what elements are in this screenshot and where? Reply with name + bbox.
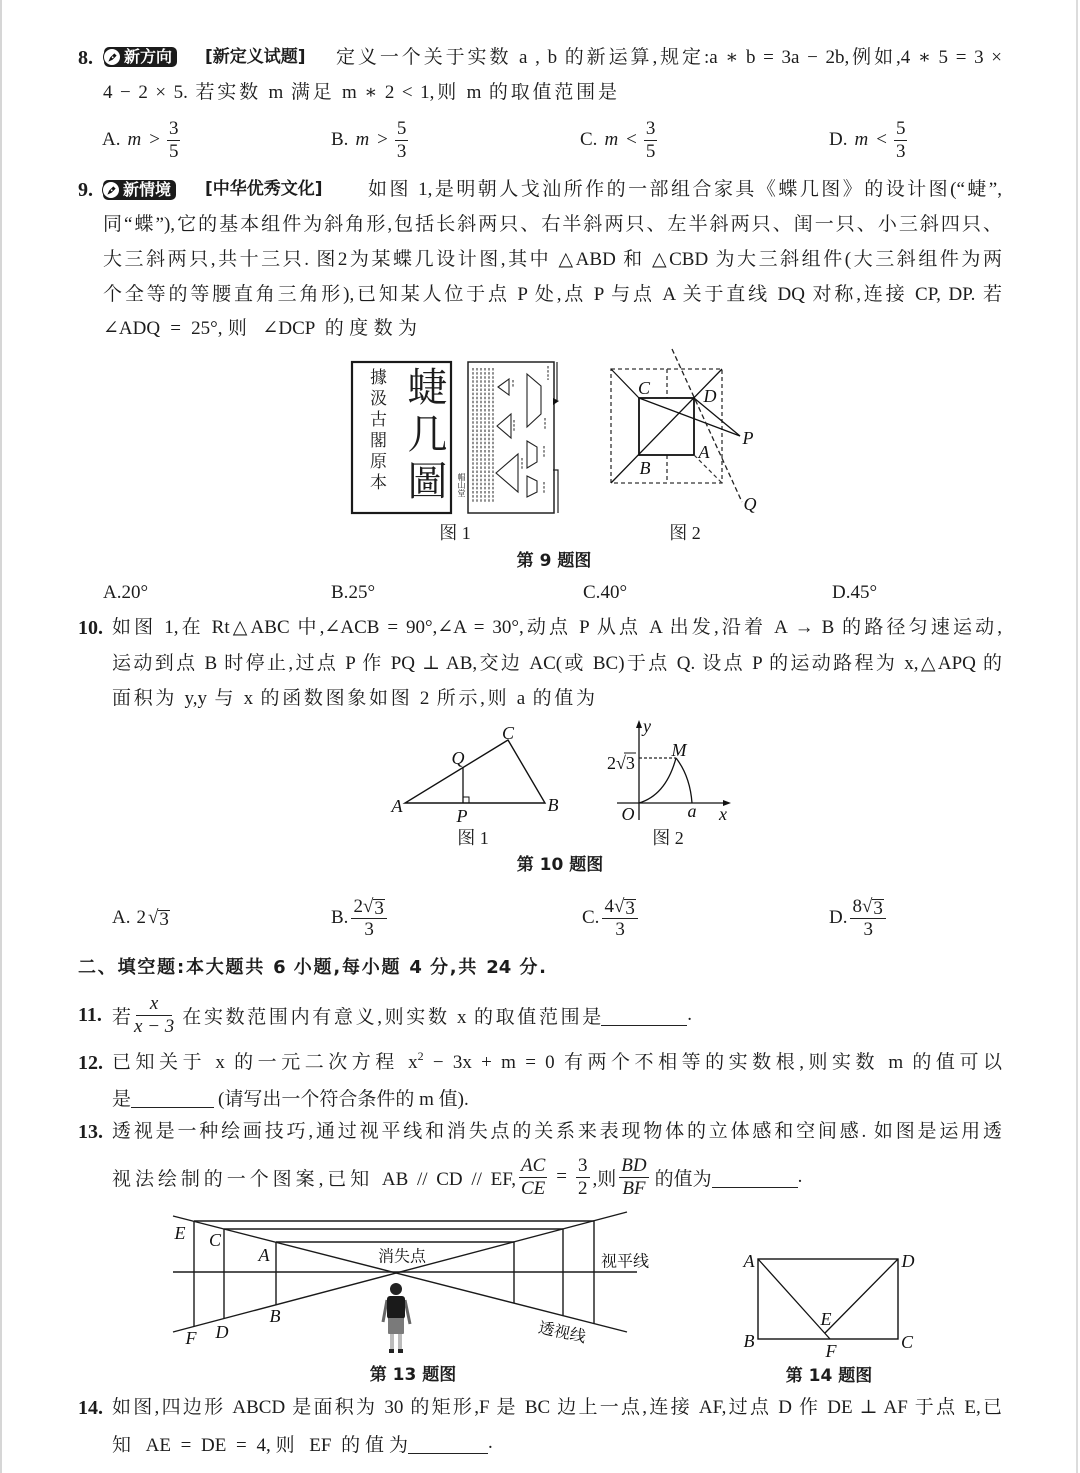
option-d: [832, 580, 877, 606]
question-text-line: 大三斜两只,共十三只. 图2为某蝶几设计图,其中 △ABD 和 △CBD 为大三斜组件(大三斜组件为两: [103, 249, 1002, 270]
option-value: 40°: [600, 582, 628, 603]
question-text-line: 个全等的等腰直角三角形),已知某人位于点 P 处,点 P 与点 A 关于直线 DQ 对称,连接 CP, DP. 若: [103, 284, 1002, 305]
fraction-denominator: CE: [521, 1177, 546, 1199]
option-c: [580, 116, 660, 164]
label-A: A: [743, 1251, 755, 1271]
option-b: [331, 580, 375, 606]
label-C: C: [637, 378, 651, 398]
option-label: D.: [829, 907, 848, 928]
fraction-numerator: BD: [621, 1154, 647, 1176]
label-E: E: [174, 1223, 186, 1243]
option-d: [829, 894, 889, 942]
option-coefficient: 8: [852, 895, 862, 917]
question-text-line: ∠ADQ = 25°,则 ∠DCP 的度数为: [103, 318, 417, 339]
fraction-numerator: 3: [168, 117, 179, 139]
fraction-numerator: x: [136, 993, 172, 1016]
figure-title: 第 13 题图: [369, 1365, 457, 1385]
label-F: F: [185, 1328, 197, 1348]
section-header: 二、填空题:本大题共 6 小题,每小题 4 分,共 24 分.: [78, 957, 546, 978]
fraction-denominator: 3: [615, 918, 625, 940]
text-end: .: [797, 1166, 803, 1187]
badge-label: 新方向: [124, 47, 173, 66]
fraction-numerator: [351, 896, 386, 919]
option-coefficient: 2: [353, 895, 363, 917]
person-figure: [383, 1283, 410, 1353]
question-text-line: 运动到点 B 时停止,过点 P 作 PQ ⊥ AB,交边 AC(或 BC)于点 Q. 设点 P 的运动路程为 x,△APQ 的: [112, 653, 1002, 674]
fraction-denominator: BF: [622, 1177, 646, 1199]
question-number: 12.: [78, 1052, 103, 1074]
triangle-ABC: [405, 740, 545, 803]
figure-9-1-calligraphy-title: 蜨几圖: [402, 366, 447, 507]
question-text-line: [112, 1050, 1002, 1076]
option-value: 25°: [348, 582, 376, 603]
segment-DE: [825, 1259, 898, 1333]
label-B: B: [547, 795, 559, 815]
label-D: D: [215, 1322, 229, 1342]
option-a: [102, 116, 183, 164]
question-text: (请写出一个符合条件的 m 值).: [218, 1088, 469, 1110]
option-variable: m: [854, 129, 869, 150]
label-vanishing-point: 消失点: [377, 1248, 427, 1266]
sqrt: [614, 896, 636, 918]
option-label: B.: [331, 582, 349, 603]
radicand: 3: [374, 897, 384, 919]
fraction-numerator: 3: [578, 1154, 588, 1176]
label-Q: Q: [743, 494, 757, 514]
text-prefix: 若: [112, 1006, 132, 1028]
question-text-line: 定义一个关于实数 a , b 的新运算,规定:a ∗ b = 3a − 2b,例如,4 ∗ 5 = 3 ×: [336, 47, 1002, 68]
option-fraction: [894, 118, 908, 163]
sqrt-sign-icon: √: [613, 895, 625, 917]
fraction-denominator: 5: [168, 140, 179, 162]
question-tag: [新定义试题]: [205, 47, 306, 67]
figure-title: 第 9 题图: [516, 551, 592, 571]
fraction-denominator: 5: [645, 140, 656, 162]
fraction-denominator: 2: [578, 1177, 588, 1199]
question-number: 11.: [78, 1004, 102, 1026]
option-label: D.: [832, 582, 851, 603]
question-text-line: 透视是一种绘画技巧,通过视平线和消失点的关系来表现物体的立体感和空间感. 如图是运用透: [112, 1121, 1002, 1142]
question-text-line: 如图 1,是明朝人戈汕所作的一部组合家具《蝶几图》的设计图(“蜨”,: [368, 179, 1002, 200]
label-C: C: [900, 1332, 914, 1352]
question-number: 13.: [78, 1121, 103, 1143]
option-label: D.: [829, 129, 848, 150]
fraction-denominator: 3: [895, 140, 906, 162]
label-F: F: [825, 1341, 837, 1361]
option-a: [103, 580, 148, 606]
option-value: 45°: [850, 582, 878, 603]
question-text: 知 AE = DE = 4,则 EF 的值为: [112, 1434, 408, 1456]
radicand: 3: [159, 909, 169, 930]
option-label: A.: [103, 582, 122, 603]
option-c: [582, 894, 641, 942]
figure-title: 第 14 题图: [785, 1366, 873, 1386]
label-C: C: [208, 1230, 222, 1250]
label-A: A: [391, 796, 403, 816]
label-A: A: [698, 442, 710, 462]
option-coefficient: 2: [136, 907, 146, 928]
question-text-line: 如图,四边形 ABCD 是面积为 30 的矩形,F 是 BC 边上一点,连接 AF,过点 D 作 DE ⊥ AF 于点 E,已: [112, 1397, 1002, 1418]
y-axis-arrow-icon: [636, 720, 642, 728]
option-fraction: [602, 896, 637, 941]
equals-sign: =: [556, 1166, 567, 1187]
figure-caption: 图 2: [669, 523, 701, 543]
label-D: D: [703, 386, 717, 406]
option-fraction: [395, 118, 409, 163]
sqrt: [148, 907, 170, 929]
figure-14: [735, 1245, 925, 1360]
fraction-denominator: 3: [396, 140, 407, 162]
pen-nib-icon: [103, 48, 121, 66]
option-value: 20°: [121, 582, 149, 603]
question-text-line: [112, 1084, 469, 1110]
radicand: 3: [873, 897, 883, 919]
option-fraction: [644, 118, 658, 163]
line-DQ: [672, 349, 742, 502]
fraction-numerator: AC: [521, 1154, 546, 1176]
figure-10: [380, 715, 740, 825]
component-shapes: [496, 374, 541, 497]
option-label: A.: [112, 907, 131, 928]
segment-AF: [758, 1259, 830, 1339]
label-A: A: [258, 1245, 270, 1265]
superscript-exponent: 2: [417, 1049, 424, 1063]
label-a: a: [687, 801, 697, 821]
label-y: y: [643, 716, 651, 736]
page-left-edge: [0, 0, 2, 1473]
question-text: 的值为: [654, 1168, 712, 1190]
ratio-fraction: [519, 1155, 547, 1200]
sqrt-sign-icon: √: [147, 907, 159, 928]
label-x: x: [719, 804, 727, 824]
label-M: M: [671, 740, 687, 760]
label-D: D: [901, 1251, 915, 1271]
expression-fraction: [132, 993, 176, 1038]
option-label: C.: [580, 129, 598, 150]
segment-DP: [694, 398, 740, 436]
option-label: C.: [582, 907, 600, 928]
text-end: .: [488, 1432, 493, 1453]
label-E: E: [820, 1309, 832, 1329]
option-fraction: [167, 118, 181, 163]
question-text-line: 4 − 2 × 5. 若实数 m 满足 m ∗ 2 < 1,则 m 的取值范围是: [103, 82, 617, 103]
question-text-line: 同“蝶”),它的基本组件为斜角形,包括长斜两只、右半斜两只、左半斜两只、闺一只、小三斜四只、: [103, 214, 1002, 235]
label-P: P: [742, 428, 754, 448]
question-text: ,则: [592, 1168, 617, 1190]
option-operator: <: [626, 129, 637, 150]
option-c: [583, 580, 627, 606]
answer-blank: [712, 1167, 798, 1188]
label-P: P: [456, 806, 468, 826]
text-end: .: [687, 1004, 693, 1025]
option-variable: m: [355, 129, 370, 150]
label-B: B: [269, 1306, 281, 1326]
option-operator: <: [876, 129, 887, 150]
fraction-denominator: 3: [863, 918, 873, 940]
option-fraction: [850, 896, 885, 941]
question-text: 已知关于 x 的一元二次方程 x: [112, 1052, 418, 1073]
fraction-denominator: 3: [364, 918, 374, 940]
figure-caption: 图 1: [457, 828, 489, 848]
question-text: 视法绘制的一个图案,已知 AB // CD // EF,: [112, 1168, 516, 1190]
option-label: B.: [331, 907, 349, 928]
option-coefficient: 4: [604, 895, 614, 917]
figure-caption: 图 1: [439, 523, 471, 543]
badge-new-direction: [104, 47, 177, 67]
figure-10-2-graph: [607, 716, 731, 824]
option-label: B.: [331, 129, 349, 150]
fraction-denominator: x − 3: [134, 1015, 175, 1037]
fraction-numerator: 3: [645, 117, 656, 139]
question-number: 8.: [78, 47, 93, 69]
label-Q: Q: [451, 748, 465, 768]
option-b: [331, 894, 390, 942]
curve-rising: [639, 758, 676, 803]
segment-CP: [639, 398, 740, 436]
option-operator: >: [149, 129, 160, 150]
label-horizon-line: 视平线: [600, 1253, 650, 1271]
figure-9-2-diagram: [611, 349, 757, 514]
option-b: [331, 116, 411, 164]
pen-nib-icon: [102, 181, 120, 199]
question-text-line: [112, 1430, 493, 1456]
label-y-value: 2√3: [607, 753, 635, 773]
label-C: C: [501, 723, 515, 743]
question-text-line: [112, 1154, 802, 1200]
question-number: 14.: [78, 1397, 103, 1419]
curve-falling: [676, 758, 692, 803]
option-variable: m: [127, 129, 142, 150]
question-text-line: [112, 992, 692, 1038]
right-angle-mark: [463, 797, 469, 803]
question-text-line: 面积为 y,y 与 x 的函数图象如图 2 所示,则 a 的值为: [112, 688, 595, 709]
radicand: 3: [625, 897, 635, 919]
option-d: [829, 116, 910, 164]
option-operator: >: [377, 129, 388, 150]
figure-9-1-calligraphy-subtitle: 據汲古閣原本: [367, 368, 386, 494]
question-text: 在实数范围内有意义,则实数 x 的取值范围是: [182, 1006, 602, 1028]
question-number: 10.: [78, 617, 103, 639]
badge-label: 新情境: [123, 180, 172, 199]
option-fraction: [351, 896, 386, 941]
fraction-numerator: [602, 896, 637, 919]
question-text: − 3x + m = 0 有两个不相等的实数根,则实数 m 的值可以: [423, 1052, 1002, 1073]
option-variable: m: [604, 129, 619, 150]
badge-new-context: [103, 180, 176, 200]
segment-corner-C: [611, 369, 639, 398]
sqrt-sign-icon: √: [362, 895, 374, 917]
sqrt: [862, 896, 884, 918]
option-label: C.: [583, 582, 601, 603]
figure-10-1-triangle: [391, 723, 559, 826]
label-perspective-line: 透视线: [536, 1319, 588, 1347]
label-B: B: [639, 458, 651, 478]
figure-9-1-page-mark: 帽山堂: [457, 473, 466, 497]
figure-9-1-book-page: [468, 362, 559, 513]
figure-title: 第 10 题图: [516, 855, 604, 875]
page-right-edge: [1076, 0, 1078, 1473]
answer-blank: [408, 1433, 488, 1454]
fraction-numerator: [850, 896, 885, 919]
sqrt: [363, 896, 385, 918]
ratio-fraction: [619, 1155, 648, 1200]
text-prefix: 是: [112, 1088, 132, 1110]
label-B: B: [743, 1331, 755, 1351]
question-text-line: 如图 1,在 Rt△ABC 中,∠ACB = 90°,∠A = 30°,动点 P 从点 A 出发,沿着 A → B 的路径匀速运动,: [112, 617, 1002, 638]
answer-blank: [131, 1087, 214, 1108]
figure-caption: 图 2: [652, 828, 684, 848]
page-marker: [553, 398, 559, 405]
answer-blank: [601, 1005, 687, 1026]
label-O: O: [621, 804, 635, 824]
fraction-numerator: 5: [895, 117, 906, 139]
option-a: [112, 894, 170, 942]
ratio-fraction: [576, 1155, 590, 1200]
figure-13: [160, 1205, 660, 1365]
question-tag: [中华优秀文化]: [205, 179, 323, 199]
fraction-numerator: 5: [396, 117, 407, 139]
question-number: 9.: [78, 179, 93, 201]
sqrt-sign-icon: √: [861, 895, 873, 917]
option-label: A.: [102, 129, 121, 150]
